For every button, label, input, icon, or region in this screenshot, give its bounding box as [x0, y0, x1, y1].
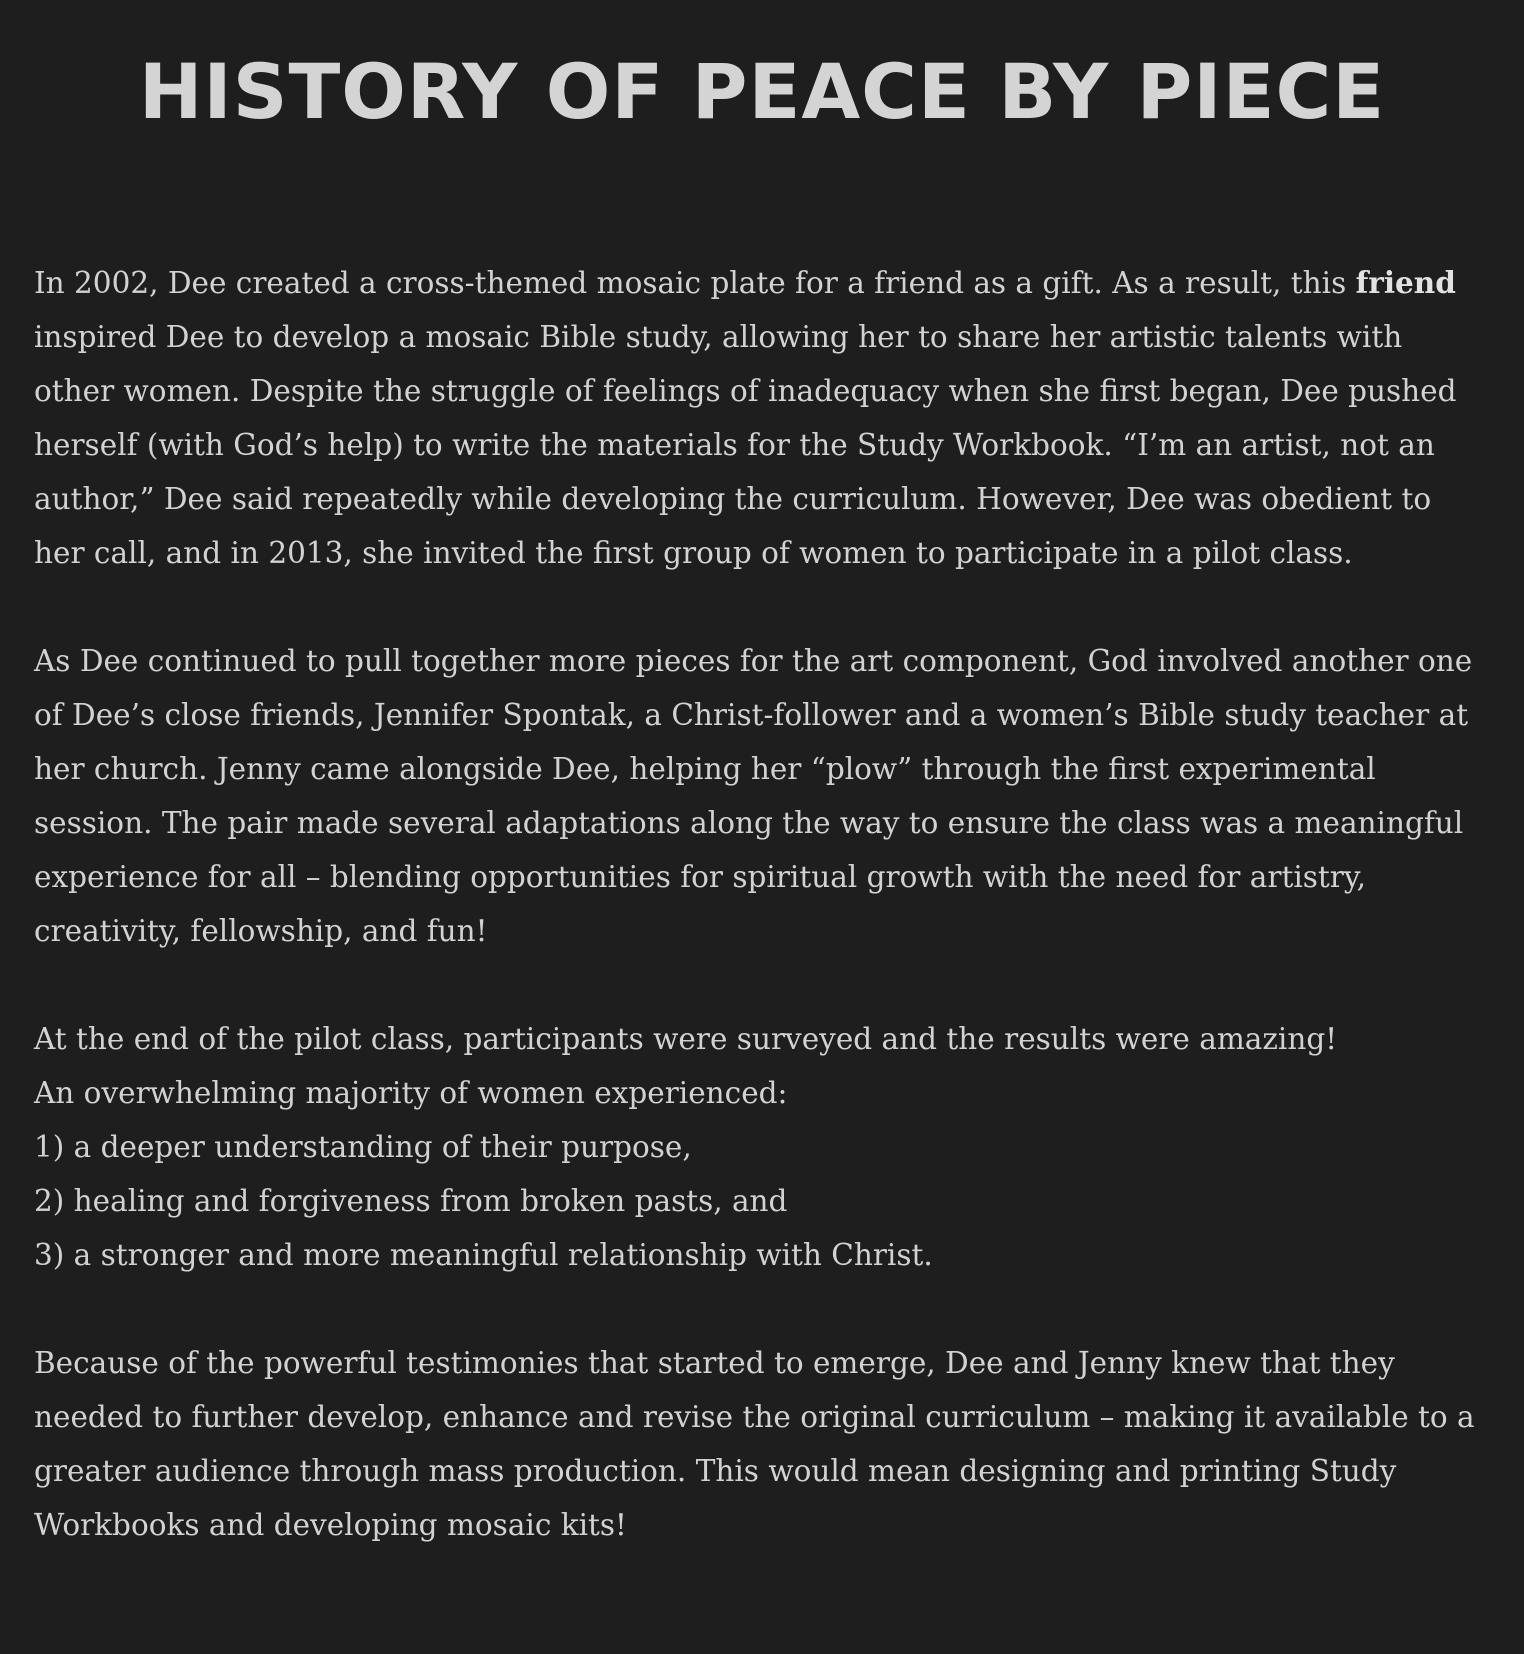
paragraph-jennifer: As Dee continued to pull together more pieces for the art component, God involved another one of Dee’s close friends, Jennifer Spontak, a Christ-follower and a women’s Bible study teacher at her church. Jenny came alongside Dee, helping her “plow” through the first experimental session. The pair made several adaptations along the way to ensure the class was a meaningful experience for all – blending opportunities for spiritual growth with the need for artistry, creativity, fellowship, and fun!	[34, 644, 1473, 948]
pilot-results-lead: An overwhelming majority of women experienced:	[34, 1076, 788, 1110]
paragraph-expansion: Because of the powerful testimonies that started to emerge, Dee and Jenny knew that they needed to further develop, enhance and revise the original curriculum – making it available to a greater audience through mass production. This would mean designing and printing Study Workbooks and developing mosaic kits!	[34, 1346, 1475, 1542]
paragraph-origin	[34, 256, 1490, 580]
article-body	[34, 256, 1490, 1552]
paragraph-pilot-results	[34, 1012, 1490, 1282]
list-item: 2) healing and forgiveness from broken pasts, and	[34, 1184, 788, 1218]
list-item: 3) a stronger and more meaningful relationship with Christ.	[34, 1238, 933, 1272]
emphasis-friend: friend	[1355, 265, 1456, 300]
page-title: HISTORY OF PEACE BY PIECE	[138, 47, 1386, 136]
paragraph-origin-text-end: inspired Dee to develop a mosaic Bible study, allowing her to share her artistic talents with other women. Despite the struggle of feelings of inadequacy when she first began, Dee pushed herself (with God’s help) to write the materials for the Study Workbook. “I’m an artist, not an author,” Dee said repeatedly while developing the curriculum. However, Dee was obedient to her call, and in 2013, she invited the first group of women to participate in a pilot class.	[34, 320, 1457, 570]
list-item: 1) a deeper understanding of their purpose,	[34, 1130, 692, 1164]
paragraph-origin-text-start: In 2002, Dee created a cross-themed mosaic plate for a friend as a gift. As a result, this	[34, 266, 1356, 300]
pilot-results-intro: At the end of the pilot class, participants were surveyed and the results were amazing!	[34, 1022, 1338, 1056]
